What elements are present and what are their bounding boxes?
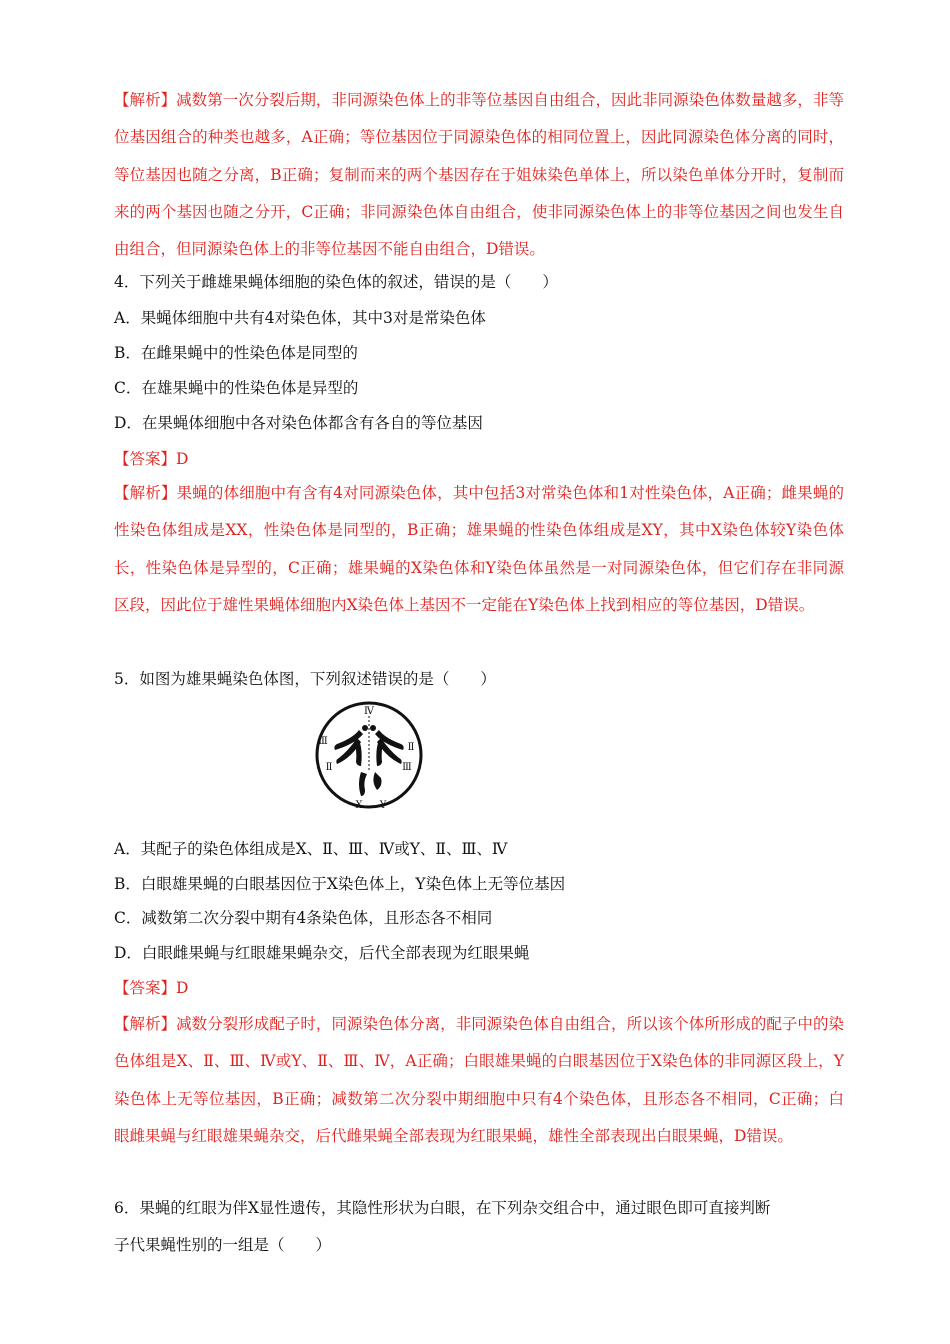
- chromosome-iv-left: [362, 725, 368, 731]
- chromosome-x: [359, 772, 367, 796]
- label-y: Y: [379, 800, 387, 811]
- q5-answer: 【答案】D: [114, 979, 189, 997]
- q6-stem-line1: 6．果蝇的红眼为伴X显性遗传，其隐性形状为白眼，在下列杂交组合中，通过眼色即可直接判断: [114, 1199, 771, 1217]
- q4-stem: 4．下列关于雌雄果蝇体细胞的染色体的叙述，错误的是（ ）: [114, 273, 558, 291]
- chromosome-figure: [311, 700, 451, 822]
- label-ii-left: Ⅱ: [325, 762, 333, 773]
- q4-option-c: C．在雄果蝇中的性染色体是异型的: [114, 379, 359, 397]
- chromosome-iv-right: [370, 725, 376, 731]
- label-iii-right: Ⅲ: [402, 762, 412, 773]
- q4-option-b: B．在雌果蝇中的性染色体是同型的: [114, 344, 358, 362]
- q4-option-a: A．果蝇体细胞中共有4对染色体，其中3对是常染色体: [114, 309, 486, 327]
- q5-option-d: D．白眼雌果蝇与红眼雄果蝇杂交，后代全部表现为红眼果蝇: [114, 944, 530, 962]
- q4-option-d: D．在果蝇体细胞中各对染色体都含有各自的等位基因: [114, 414, 483, 432]
- q5-analysis: 【解析】减数分裂形成配子时，同源染色体分离，非同源染色体自由组合，所以该个体所形成的配子中的染色体组是X、Ⅱ、Ⅲ、Ⅳ或Y、Ⅱ、Ⅲ、Ⅳ，A正确；白眼雄果蝇的白眼基因位于X染色体的非同源区段上，Y染色体上无等位基因，B正确；减数第二次分裂中期细胞中只有4个染色体，且形态各不相同，C正确；白眼雌果蝇与红眼雄果蝇杂交，后代雌果蝇全部表现为红眼果蝇，雄性全部表现出白眼果蝇，D错误。: [114, 1015, 844, 1145]
- q3-analysis: 【解析】减数第一次分裂后期，非同源染色体上的非等位基因自由组合，因此非同源染色体数量越多，非等位基因组合的种类也越多，A正确；等位基因位于同源染色体的相同位置上，因此同源染色体分离的同时，等位基因也随之分离，B正确；复制而来的两个基因存在于姐妹染色单体上，所以染色单体分开时，复制而来的两个基因也随之分开，C正确；非同源染色体自由组合，使非同源染色体上的非等位基因之间也发生自由组合，但同源染色体上的非等位基因不能自由组合，D错误。: [114, 91, 844, 259]
- label-ii-right: Ⅱ: [407, 742, 415, 753]
- label-iii-left: Ⅲ: [318, 736, 328, 747]
- q5-option-b: B．白眼雄果蝇的白眼基因位于X染色体上，Y染色体上无等位基因: [114, 875, 566, 893]
- q5-option-c: C．减数第二次分裂中期有4条染色体，且形态各不相同: [114, 909, 493, 927]
- label-x: X: [355, 800, 363, 811]
- q6-stem-line2: 子代果蝇性别的一组是（ ）: [114, 1236, 332, 1254]
- chromosome-ii-left-stem: [355, 740, 362, 766]
- chromosome-ii-right-stem: [376, 740, 383, 766]
- chromosome-y: [373, 772, 381, 790]
- q4-answer: 【答案】D: [114, 450, 189, 468]
- q4-analysis: 【解析】果蝇的体细胞中有含有4对同源染色体，其中包括3对常染色体和1对性染色体，A正确；雌果蝇的性染色体组成是XX，性染色体是同型的，B正确；雄果蝇的性染色体组成是XY，其中X染色体较Y染色体长，性染色体是异型的，C正确；雄果蝇的X染色体和Y染色体虽然是一对同源染色体，但它们存在非同源区段，因此位于雄性果蝇体细胞内X染色体上基因不一定能在Y染色体上找到相应的等位基因，D错误。: [114, 484, 844, 614]
- label-iv: Ⅳ: [364, 706, 374, 717]
- q5-option-a: A．其配子的染色体组成是X、Ⅱ、Ⅲ、Ⅳ或Y、Ⅱ、Ⅲ、Ⅳ: [114, 840, 508, 858]
- chromosome-diagram: [311, 700, 451, 822]
- cell-outline: [317, 703, 421, 807]
- q5-stem: 5．如图为雄果蝇染色体图，下列叙述错误的是（ ）: [114, 670, 496, 688]
